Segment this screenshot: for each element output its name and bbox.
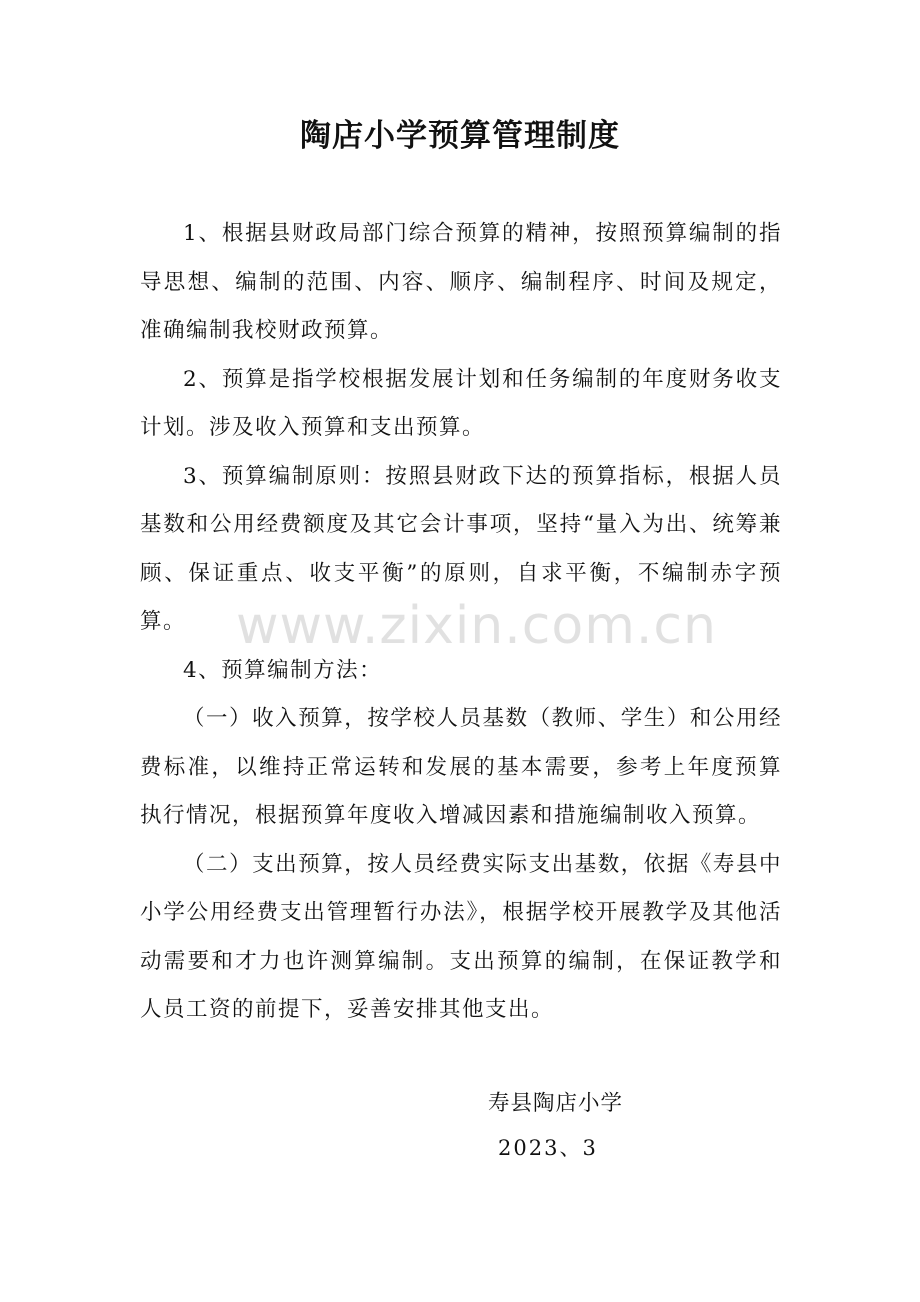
- paragraph-1: 1、根据县财政局部门综合预算的精神，按照预算编制的指导思想、编制的范围、内容、顺序、编制程序、时间及规定，准确编制我校财政预算。: [140, 221, 782, 343]
- document-body: [140, 210, 782, 1035]
- document-title: 陶店小学预算管理制度: [300, 118, 620, 154]
- signature: 寿县陶店小学: [488, 1091, 624, 1116]
- paragraph-6: （二）支出预算，按人员经费实际支出基数，依据《寿县中小学公用经费支出管理暂行办法》，根据学校开展教学及其他活动需要和才力也许测算编制。支出预算的编制，在保证教学和人员工资的前提下，妥善安排其他支出。: [140, 851, 782, 1022]
- document-date: 2023、3: [498, 1136, 598, 1160]
- paragraph-3: 3、预算编制原则：按照县财政下达的预算指标，根据人员基数和公用经费额度及其它会计事项，坚持“量入为出、统筹兼顾、保证重点、收支平衡”的原则，自求平衡，不编制赤字预算。: [140, 463, 782, 634]
- paragraph-4: 4、预算编制方法：: [183, 657, 383, 683]
- paragraph-5: （一）收入预算，按学校人员基数（教师、学生）和公用经费标准，以维持正常运转和发展的基本需要，参考上年度预算执行情况，根据预算年度收入增减因素和措施编制收入预算。: [140, 706, 782, 828]
- paragraph-2: 2、预算是指学校根据发展计划和任务编制的年度财务收支计划。涉及收入预算和支出预算。: [140, 366, 782, 440]
- watermark: www.zixin.com.cn: [236, 596, 717, 656]
